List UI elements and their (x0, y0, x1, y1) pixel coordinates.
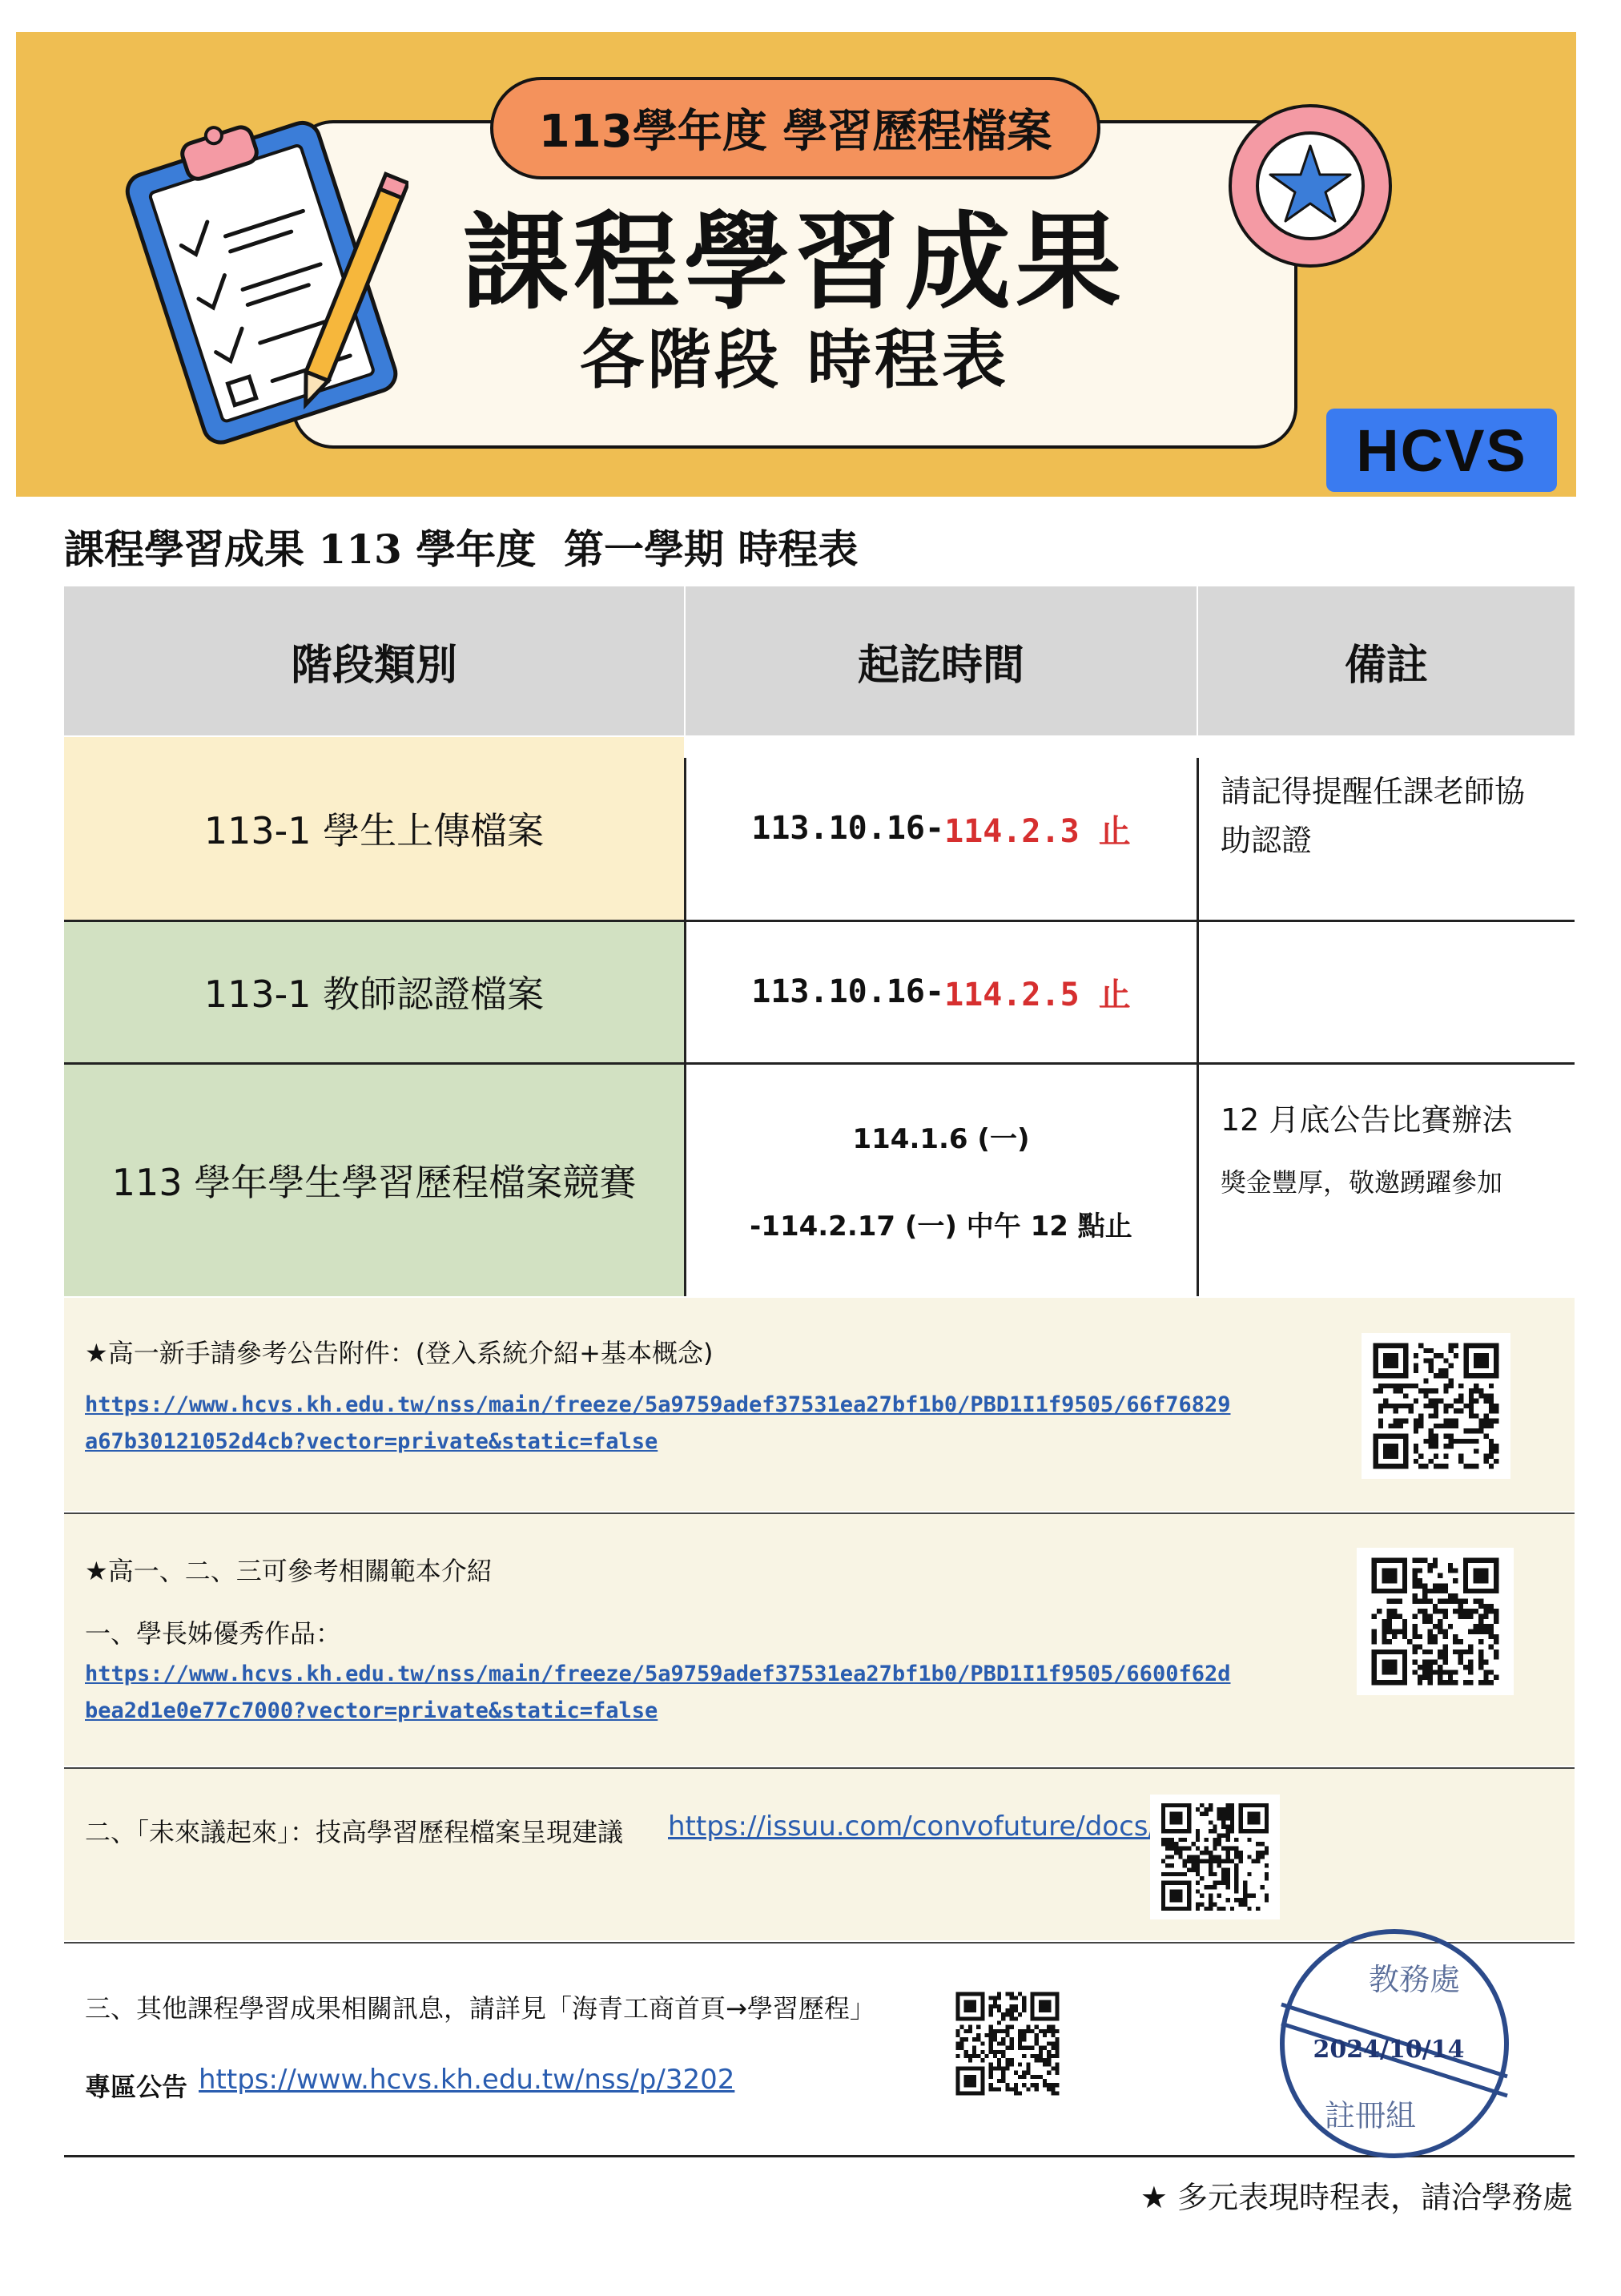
other-info-text: 三、其他課程學習成果相關訊息，請詳見「海青工商首頁→學習歷程」 (85, 1993, 875, 2024)
table-row-3-period (686, 1064, 1197, 1296)
newcomer-link-line-1[interactable]: https://www.hcvs.kh.edu.tw/nss/main/freeze/5a9759adef37531ea27bf1b0/PBD1I1f9505/66f76829 (85, 1392, 1231, 1417)
period-line-1: 114.1.6 (一) (852, 1123, 1030, 1155)
table-divider (684, 758, 686, 1296)
note-line-2: 獎金豐厚，敬邀踴躍參加 (1221, 1166, 1503, 1198)
samples-link-line-1[interactable]: https://www.hcvs.kh.edu.tw/nss/main/freeze/5a9759adef37531ea27bf1b0/PBD1I1f9505/6600f62d (85, 1662, 1231, 1686)
header-divider (684, 606, 686, 735)
samples-link-line-2[interactable]: bea2d1e0e77c7000?vector=private&static=false (85, 1698, 658, 1723)
info-section-future (64, 1769, 1575, 1940)
star-badge-icon (1225, 101, 1395, 271)
column-header-stage: 階段類別 (64, 586, 684, 735)
table-row-3-note (1198, 1064, 1575, 1296)
note-line-1: 12 月底公告比賽辦法 (1221, 1102, 1513, 1138)
future-link[interactable]: https://issuu.com/convofuture/docs/ (668, 1811, 1157, 1843)
qr-code-icon (947, 1984, 1068, 2104)
semester-heading: 課程學習成果 113 學年度 第一學期 時程表 (64, 526, 859, 573)
page-title: 課程學習成果 (463, 201, 1126, 324)
period-start: 113.10.16- (751, 973, 945, 1010)
column-header-period: 起訖時間 (686, 586, 1197, 735)
year-pill-label: 113學年度 學習歷程檔案 (490, 77, 1100, 179)
table-row-1-stage: 113-1 學生上傳檔案 (64, 737, 684, 920)
stamp-top-text: 教務處 (1368, 1962, 1461, 1997)
period-end: 114.2.3 止 (944, 812, 1131, 850)
newcomer-link-line-2[interactable]: a67b30121052d4cb?vector=private&static=false (85, 1429, 658, 1454)
table-divider (64, 920, 1575, 922)
qr-code-icon (1357, 1548, 1514, 1695)
page-subtitle: 各階段 時程表 (580, 323, 1009, 397)
samples-title: ★高一、二、三可參考相關範本介紹 (85, 1556, 493, 1586)
stamp-date: 2024/10/14 (1313, 2036, 1465, 2064)
table-row-1-period (686, 737, 1197, 920)
table-row-2-stage: 113-1 教師認證檔案 (64, 921, 684, 1062)
period-start: 113.10.16- (751, 810, 945, 847)
announcement-label: 專區公告 (85, 2072, 188, 2102)
qr-code-icon (1150, 1795, 1280, 1919)
table-row-2-note (1198, 921, 1575, 1062)
table-divider (64, 1062, 1575, 1065)
period-end: 114.2.5 止 (944, 976, 1131, 1013)
column-header-note: 備註 (1198, 586, 1575, 735)
table-row-3-stage: 113 學年學生學習歷程檔案競賽 (64, 1064, 684, 1296)
samples-item-1: 一、學長姊優秀作品： (85, 1618, 342, 1649)
future-text: 二、「未來議起來」：技高學習歷程檔案呈現建議 (85, 1817, 624, 1847)
announcement-link[interactable]: https://www.hcvs.kh.edu.tw/nss/p/3202 (199, 2064, 735, 2096)
header-divider (1197, 606, 1198, 735)
registration-stamp (1278, 1927, 1510, 2160)
clipboard-checklist-icon (112, 111, 408, 447)
table-divider (1197, 758, 1199, 1296)
period-line-2: -114.2.17 (一) 中午 12 點止 (750, 1210, 1132, 1243)
footnote: ★ 多元表現時程表，請洽學務處 (1140, 2180, 1573, 2215)
table-row-2-period (686, 921, 1197, 1062)
table-row-1-note: 請記得提醒任課老師協助認證 (1221, 774, 1526, 858)
newcomer-title: ★高一新手請參考公告附件：(登入系統介紹+基本概念) (85, 1338, 714, 1368)
qr-code-icon (1362, 1333, 1510, 1479)
hcvs-logo: HCVS (1326, 409, 1557, 492)
stamp-bottom-text: 註冊組 (1324, 2098, 1417, 2133)
